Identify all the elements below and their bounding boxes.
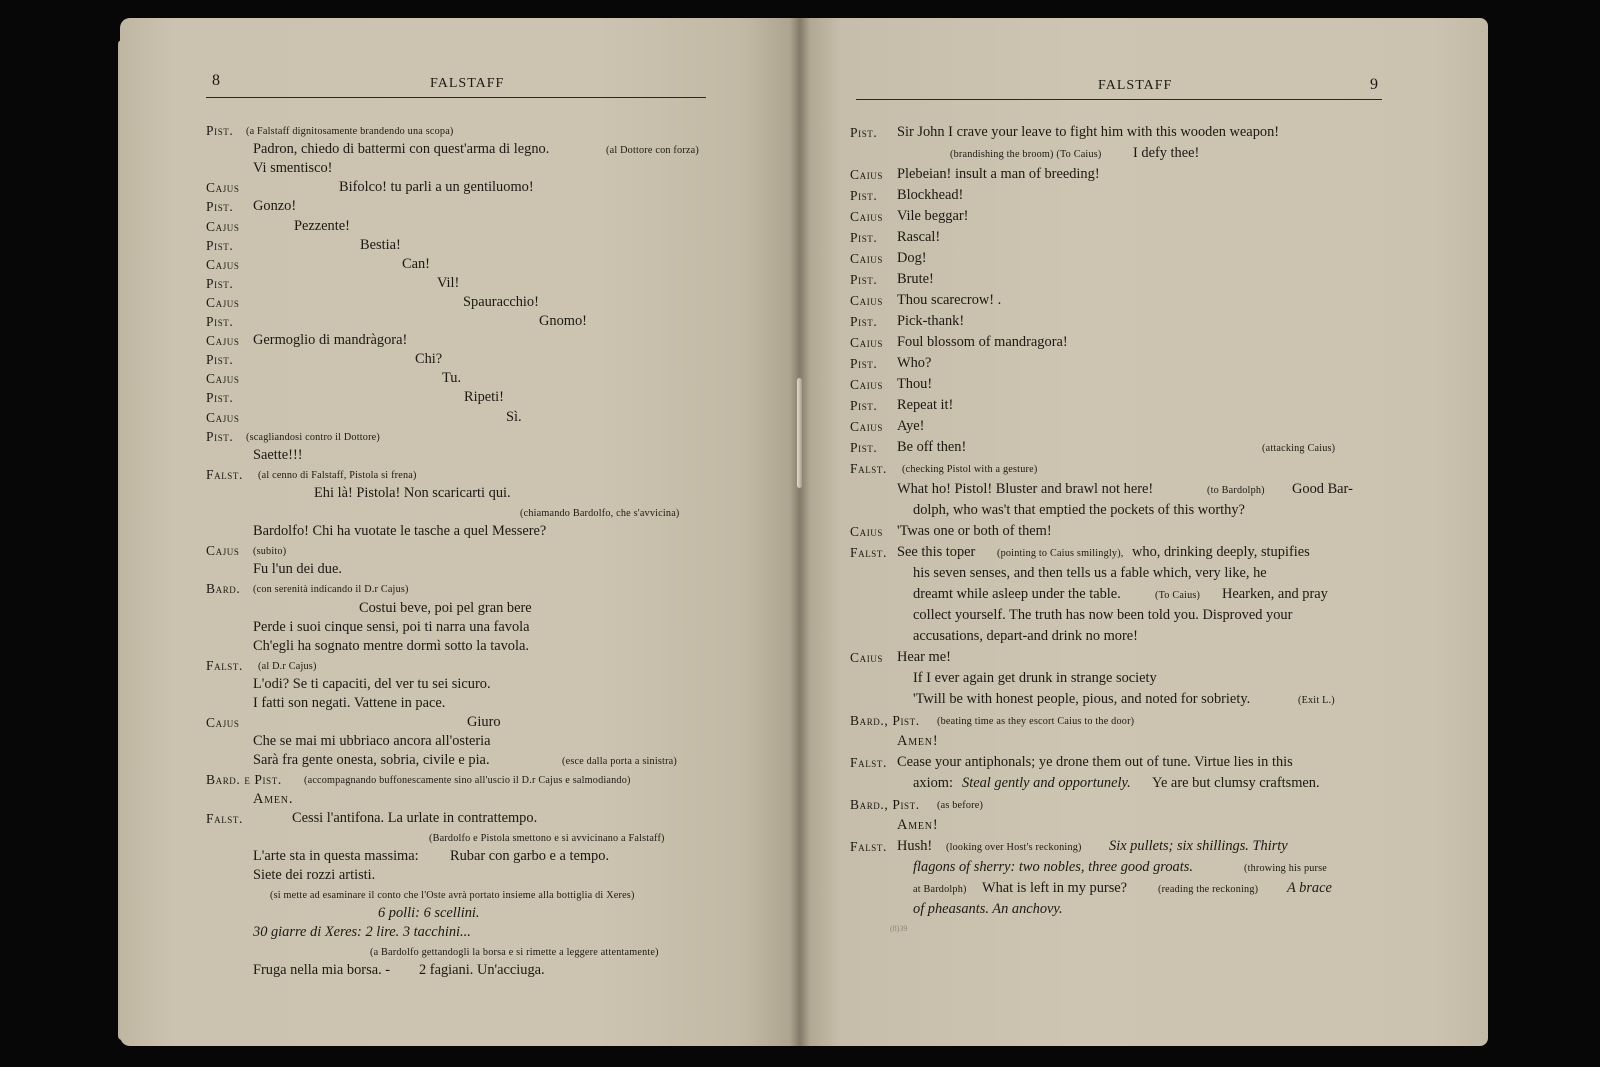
dialogue-text: Vi smentisco! [253,160,333,177]
stage-direction: (al Dottore con forza) [606,145,699,157]
dialogue-text: flagons of sherry: two nobles, three good groats. [913,859,1193,875]
page-number: 9 [1370,76,1378,93]
dialogue-text: Ch'egli ha sognato mentre dormì sotto la tavola. [253,637,529,654]
book-gutter [790,18,810,1046]
speaker-name: Cajus [206,371,240,387]
dialogue-text: Siete dei rozzi artisti. [253,866,376,883]
header-rule [206,97,706,98]
dialogue-text: Chi? [415,351,443,368]
speaker-name: Pist. [850,272,878,287]
dialogue-text: L'odi? Se ti capaciti, del ver tu sei sicuro. [253,675,491,692]
dialogue-text: Plebeian! insult a man of breeding! [897,166,1100,182]
speaker-name: Cajus [206,256,240,272]
stage-direction: at Bardolph) [913,884,967,895]
dialogue-text: Fruga nella mia borsa. - [253,962,391,979]
speaker-name: Bard. e Pist. [206,772,282,788]
stage-direction: (throwing his purse [1244,863,1328,874]
speaker-name: Bard. [206,581,241,597]
dialogue-text: Rascal! [897,229,941,245]
speaker-name: Pist. [206,314,234,329]
dialogue-text: If I ever again get drunk in strange society [913,670,1157,686]
dialogue-text: Cease your antiphonals; ye drone them out of tune. Virtue lies in this [897,754,1293,770]
stage-direction: (pointing to Caius smilingly), [997,548,1124,559]
dialogue-text: Who? [897,355,932,371]
speaker-name: Caius [850,419,884,434]
dialogue-text: Thou! [897,376,933,392]
dialogue-text: Repeat it! [897,397,954,413]
speaker-name: Pist. [206,123,234,138]
speaker-name: Pist. [850,440,878,455]
dialogue-text: Cessi l'antifona. La urlate in contrattempo. [292,809,538,826]
dialogue-text: Bifolco! tu parli a un gentiluomo! [339,179,534,196]
stage-direction: (To Caius) [1155,590,1201,601]
speaker-name: Caius [850,524,884,539]
running-head: FALSTAFF [1098,78,1173,93]
stage-direction: (subito) [253,546,287,558]
speaker-name: Pist. [850,125,878,140]
dialogue-text: Rubar con garbo e a tempo. [450,847,610,864]
stage-direction: (beating time as they escort Caius to the door) [937,716,1135,727]
dialogue-text: Ehi là! Pistola! Non scaricarti qui. [314,484,511,501]
dialogue-text: Hearken, and pray [1222,586,1328,602]
dialogue-text: who, drinking deeply, stupifies [1132,544,1310,560]
stage-direction: (Exit L.) [1298,695,1335,706]
dialogue-text: Amen. [253,790,294,807]
dialogue-text: Sì. [506,408,522,425]
dialogue-text: Blockhead! [897,187,964,203]
libretto-text [850,122,1390,962]
speaker-name: Falst. [850,461,887,476]
dialogue-text: Pezzente! [294,217,350,234]
speaker-name: Caius [850,251,884,266]
dialogue-text: Giuro [467,714,501,731]
stage-direction: (scagliandosi contro il Dottore) [246,431,380,443]
running-head: FALSTAFF [430,76,505,91]
dialogue-text: What ho! Pistol! Bluster and brawl not here! [897,481,1154,497]
speaker-name: Falst. [206,810,243,826]
dialogue-text: Bardolfo! Chi ha vuotate le tasche a quel Messere? [253,523,547,540]
dialogue-text: I defy thee! [1133,145,1200,161]
dialogue-text: Padron, chiedo di battermi con quest'arma di legno. [253,141,550,158]
dialogue-text: See this toper [897,544,976,560]
speaker-name: Falst. [206,466,243,482]
dialogue-text: Ye are but clumsy craftsmen. [1152,775,1320,791]
speaker-name: Cajus [206,409,240,425]
page-number: 8 [212,72,220,89]
speaker-name: Pist. [206,390,234,406]
speaker-name: Cajus [206,218,240,234]
stage-direction: (brandishing the broom) (To Caius) [950,149,1102,160]
stage-direction: (a Falstaff dignitosamente brandendo una scopa) [246,126,454,137]
speaker-name: Pist. [850,356,878,371]
speaker-name: Caius [850,293,884,308]
stage-direction: (reading the reckoning) [1158,884,1259,895]
speaker-name: Cajus [206,294,240,310]
dialogue-text: Six pullets; six shillings. Thirty [1109,838,1288,854]
dialogue-text: What is left in my purse? [982,880,1128,896]
speaker-name: Cajus [206,715,240,731]
dialogue-text: Can! [402,255,430,272]
stage-direction: (accompagnando buffonescamente sino all'uscio il D.r Cajus e salmodiando) [304,775,631,787]
dialogue-text: Dog! [897,250,927,266]
dialogue-text: A brace [1287,880,1332,896]
stage-direction: (esce dalla porta a sinistra) [562,756,677,768]
dialogue-text: Vile beggar! [897,208,969,224]
speaker-name: Pist. [206,237,234,253]
stage-direction: (checking Pistol with a gesture) [902,464,1038,475]
dialogue-text: accusations, depart-and drink no more! [913,628,1138,644]
speaker-name: Pist. [850,314,878,329]
speaker-name: Pist. [850,188,878,203]
header-rule [856,99,1382,100]
dialogue-text: Thou scarecrow! . [897,292,1002,308]
speaker-name: Pist. [206,275,234,291]
dialogue-text: 30 giarre di Xeres: 2 lire. 3 tacchini... [253,924,471,941]
stage-direction: (Bardolfo e Pistola smettono e si avvicinano a Falstaff) [429,832,665,844]
speaker-name: Pist. [206,428,234,444]
right-page [800,18,1488,1046]
speaker-name: Caius [850,167,884,182]
speaker-name: Pist. [206,352,234,368]
dialogue-text: Fu l'un dei due. [253,561,342,578]
dialogue-text: Gonzo! [253,198,297,215]
speaker-name: Cajus [206,543,240,559]
dialogue-text: Che se mai mi ubbriaco ancora all'osteria [253,733,491,750]
speaker-name: Pist. [206,199,234,215]
speaker-name: Bard., Pist. [850,713,920,728]
stage-direction: (as before) [937,800,984,811]
stage-direction: (al cenno di Falstaff, Pistola si frena) [258,469,417,481]
speaker-name: Caius [850,209,884,224]
dialogue-text: Brute! [897,271,934,287]
dialogue-text: Spauracchio! [463,293,539,310]
speaker-name: Pist. [850,230,878,245]
speaker-name: Falst. [850,839,887,854]
dialogue-text: 2 fagiani. Un'acciuga. [419,962,545,979]
dialogue-text: 'Twill be with honest people, pious, and noted for sobriety. [913,691,1251,707]
dialogue-text: I fatti son negati. Vattene in pace. [253,695,446,711]
dialogue-text: Gnomo! [539,313,587,329]
dialogue-text: axiom: [913,775,953,791]
dialogue-text: dreamt while asleep under the table. [913,586,1121,602]
dialogue-text: Sir John I crave your leave to fight him with this wooden weapon! [897,124,1280,140]
speaker-name: Bard., Pist. [850,797,920,812]
dialogue-text: Sarà fra gente onesta, sobria, civile e pia. [253,752,490,769]
libretto-text [206,120,706,980]
stage-direction: (to Bardolph) [1207,485,1265,496]
speaker-name: Pist. [850,398,878,413]
stage-direction: (con serenità indicando il D.r Cajus) [253,584,409,596]
speaker-name: Cajus [206,180,240,196]
library-stamp: (8)39 [890,924,908,933]
stage-direction: (attacking Caius) [1262,443,1336,454]
binding-thread [797,378,802,488]
speaker-name: Falst. [850,545,887,560]
dialogue-text: Vil! [437,274,460,291]
dialogue-text: Be off then! [897,439,967,455]
dialogue-text: Tu. [442,370,462,387]
speaker-name: Caius [850,335,884,350]
dialogue-text: 'Twas one or both of them! [897,523,1052,539]
dialogue-text: Steal gently and opportunely. [962,775,1131,791]
speaker-name: Falst. [206,657,243,673]
stage-direction: (looking over Host's reckoning) [946,842,1082,853]
speaker-name: Cajus [206,333,240,349]
dialogue-text: L'arte sta in questa massima: [253,847,419,864]
dialogue-text: Aye! [897,418,925,434]
dialogue-text: Bestia! [360,236,401,253]
dialogue-text: Good Bar- [1292,481,1353,497]
stage-direction: (a Bardolfo gettandogli la borsa e si rimette a leggere attentamente) [370,947,659,959]
dialogue-text: Amen! [897,733,939,749]
dialogue-text: Hush! [897,838,933,854]
dialogue-text: Ripeti! [464,389,504,406]
dialogue-text: Hear me! [897,649,951,665]
dialogue-text: Pick-thank! [897,313,965,329]
speaker-name: Caius [850,377,884,392]
stage-direction: (chiamando Bardolfo, che s'avvicina) [520,508,680,519]
dialogue-text: Costui beve, poi pel gran bere [359,599,532,616]
speaker-name: Caius [850,650,884,665]
dialogue-text: Germoglio di mandràgora! [253,332,408,349]
dialogue-text: his seven senses, and then tells us a fable which, very like, he [913,565,1267,581]
dialogue-text: of pheasants. An anchovy. [913,901,1063,917]
dialogue-text: Saette!!! [253,446,303,463]
dialogue-text: Foul blossom of mandragora! [897,334,1068,350]
dialogue-text: collect yourself. The truth has now been told you. Disproved your [913,607,1293,623]
dialogue-text: Amen! [897,817,939,833]
dialogue-text: dolph, who was't that emptied the pockets of this worthy? [913,502,1245,518]
dialogue-text: 6 polli: 6 scellini. [378,905,480,922]
stage-direction: (al D.r Cajus) [258,660,317,672]
dialogue-text: Perde i suoi cinque sensi, poi ti narra una favola [253,618,530,635]
left-page [120,18,800,1046]
stage-direction: (si mette ad esaminare il conto che l'Oste avrà portato insieme alla bottiglia di Xeres) [270,890,635,901]
speaker-name: Falst. [850,755,887,770]
